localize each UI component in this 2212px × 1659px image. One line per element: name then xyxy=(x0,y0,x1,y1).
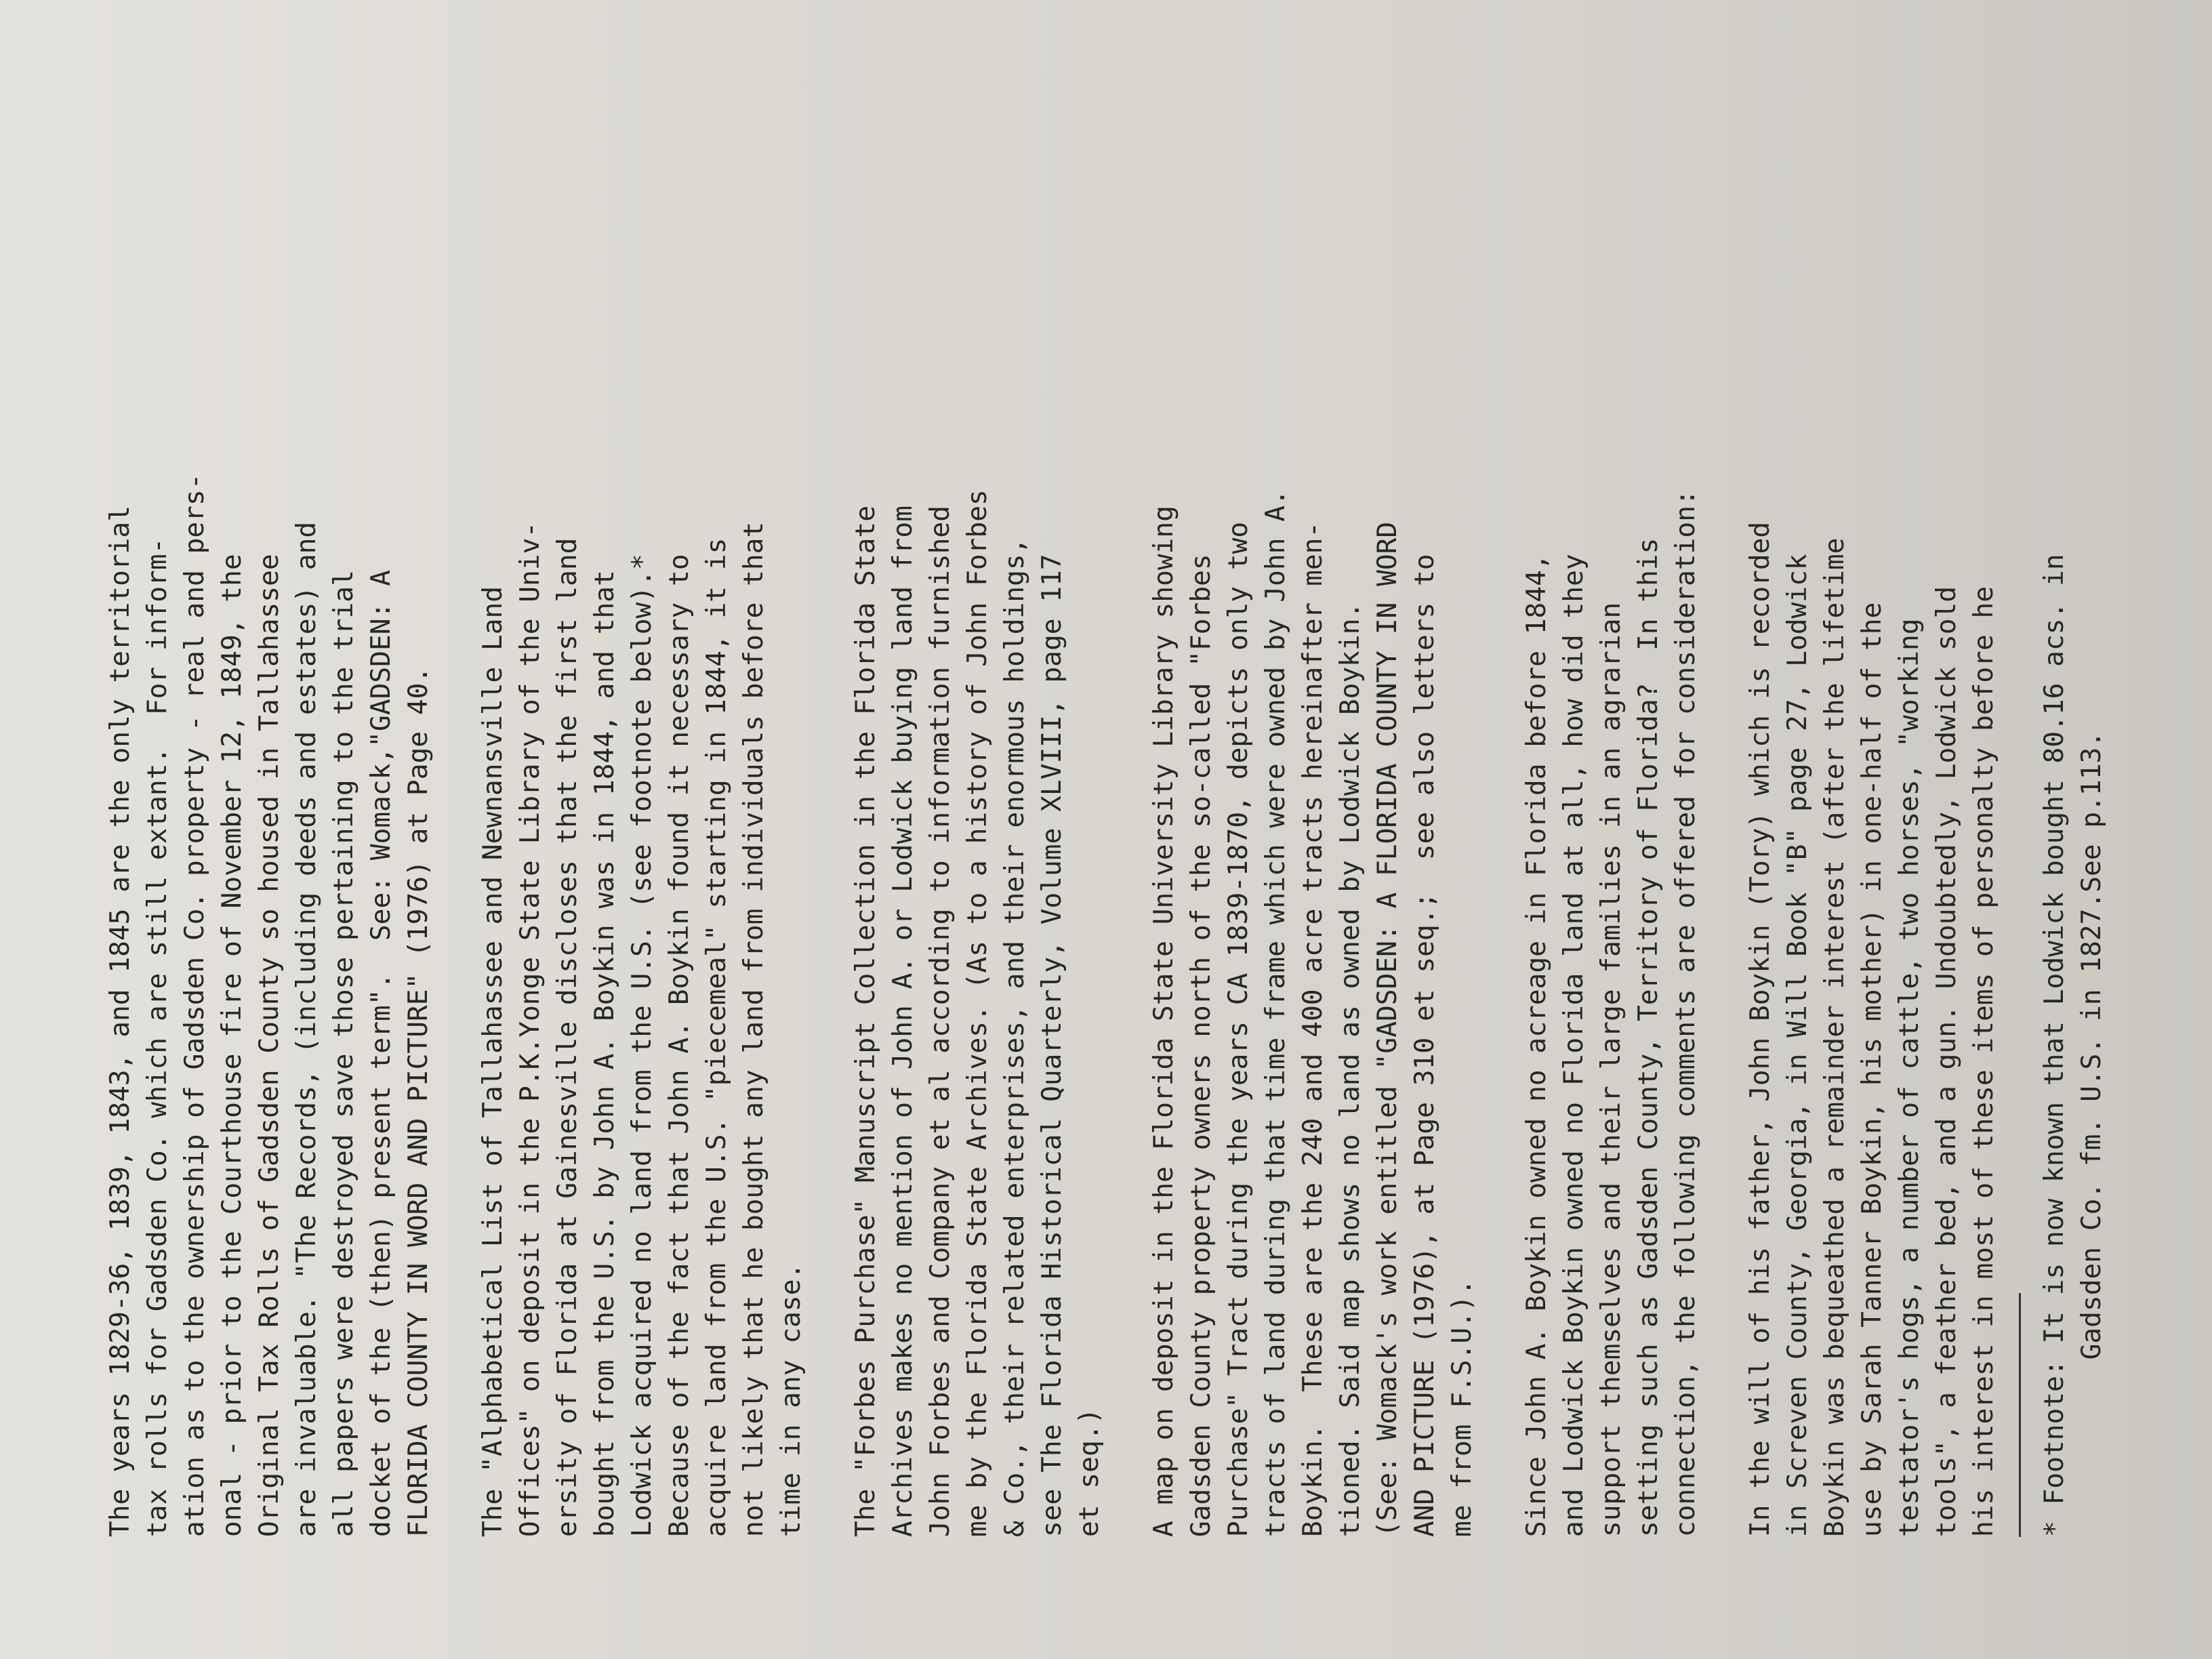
text-line: Lodwick acquired no land from the U.S. (see footnote below).* xyxy=(626,554,657,1537)
text-line: onal - prior to the Courthouse fire of November 12, 1849, the xyxy=(216,554,247,1537)
text-line: see The Florida Historical Quarterly, Volume XLVIII, page 117 xyxy=(1036,554,1067,1537)
text-line: connection, the following comments are offered for consideration: xyxy=(1670,489,1701,1537)
text-line: setting such as Gadsden County, Territory of Florida? In this xyxy=(1633,537,1664,1537)
text-line: & Co., their related enterprises, and their enormous holdings, xyxy=(999,537,1030,1537)
text-line: FLORIDA COUNTY IN WORD AND PICTURE" (1976) at Page 40. xyxy=(403,666,434,1537)
paragraph-land-offices xyxy=(474,81,810,1537)
text-line: Offices" on deposit in the P.K.Yonge State Library of the Univ- xyxy=(514,521,546,1537)
paragraph-will xyxy=(1742,81,2003,1537)
footnote-line: Gadsden Co. fm. U.S. in 1827.See p.113. xyxy=(2076,731,2107,1537)
text-line: all papers were destroyed save those pertaining to the trial xyxy=(328,570,359,1537)
text-line: tools", a feather bed, and a gun. Undoubtedly, Lodwick sold xyxy=(1931,586,1962,1537)
text-line: Because of the fact that John A. Boykin found it necessary to xyxy=(663,554,695,1537)
text-line: The "Forbes Purchase" Manuscript Collection in the Florida State xyxy=(850,506,881,1537)
text-line: use by Sarah Tanner Boykin, his mother) in one-half of the xyxy=(1856,602,1887,1537)
text-line: The "Alphabetical List of Tallahassee and Newnansville Land xyxy=(477,586,508,1537)
text-line: (See: Womack's work entitled "GADSDEN: A FLORIDA COUNTY IN WORD xyxy=(1372,521,1403,1537)
text-line: support themselves and their large families in an agrarian xyxy=(1595,602,1626,1537)
text-line: Gadsden County property owners north of the so-called "Forbes xyxy=(1185,554,1216,1537)
text-line: ation as to the ownership of Gadsden Co. property - real and pers- xyxy=(179,473,210,1537)
text-line: his interest in most of these items of personalty before he xyxy=(1968,586,1999,1537)
text-line: in Screven County, Georgia, in Will Book "B" page 27, Lodwick xyxy=(1782,554,1813,1537)
footnote xyxy=(2036,81,2110,1537)
text-line: me from F.S.U.). xyxy=(1446,1279,1477,1537)
text-line: The years 1829-36, 1839, 1843, and 1845 are the only territorial xyxy=(104,506,136,1537)
text-line: tax rolls for Gadsden Co. which are still extant. For inform- xyxy=(142,537,173,1537)
text-line: Original Tax Rolls of Gadsden County so housed in Tallahassee xyxy=(253,554,285,1537)
footnote-line: * Footnote: It is now known that Lodwick bought 80.16 acs. in xyxy=(2039,554,2070,1537)
text-line: Purchase" Tract during the years CA 1839-1870, depicts only two xyxy=(1223,521,1254,1537)
text-line: et seq.) xyxy=(1073,1408,1105,1537)
paragraph-support-question xyxy=(1518,81,1704,1537)
text-line: bought from the U.S. by John A. Boykin was in 1844, and that xyxy=(589,570,620,1537)
text-line: Since John A. Boykin owned no acreage in Florida before 1844, xyxy=(1521,554,1552,1537)
text-line: testator's hogs, a number of cattle, two horses, "working xyxy=(1893,618,1925,1537)
footnote-divider xyxy=(2019,1293,2021,1537)
text-line: Archives makes no mention of John A. or Lodwick buying land from xyxy=(887,506,918,1537)
text-line: time in any case. xyxy=(775,1263,806,1537)
text-line: acquire land from the U.S. "piecemeal" starting in 1844, it is xyxy=(701,537,732,1537)
text-line: Boykin was bequeathed a remainder interest (after the lifetime xyxy=(1819,537,1850,1537)
text-line: AND PICTURE (1976), at Page 310 et seq.; see also letters to xyxy=(1409,554,1440,1537)
text-line: and Lodwick Boykin owned no Florida land at all, how did they xyxy=(1558,554,1589,1537)
text-line: Boykin. These are the 240 and 400 acre tracts hereinafter men- xyxy=(1297,521,1328,1537)
text-line: tioned. Said map shows no land as owned by Lodwick Boykin. xyxy=(1334,602,1366,1537)
text-line: ersity of Florida at Gainesville discloses that the first land xyxy=(552,537,583,1537)
text-line: are invaluable. "The Records, (including deeds and estates) and xyxy=(291,521,322,1537)
text-line: me by the Florida State Archives. (As to a history of John Forbes xyxy=(962,489,993,1537)
text-line: not likely that he bought any land from individuals before that xyxy=(738,521,769,1537)
text-line: docket of the (then) present term". See: Womack,"GADSDEN: A xyxy=(365,570,396,1537)
text-line: tracts of land during that time frame which were owned by John A. xyxy=(1260,489,1291,1537)
paragraph-forbes-purchase xyxy=(847,81,1108,1537)
text-line: John Forbes and Company et al according to information furnished xyxy=(924,506,956,1537)
paragraph-fsu-map xyxy=(1145,81,1481,1537)
paragraph-tax-rolls xyxy=(102,81,437,1537)
text-line: A map on deposit in the Florida State University Library showing xyxy=(1148,506,1179,1537)
text-line: In the will of his father, John Boykin (Tory) which is recorded xyxy=(1744,521,1776,1537)
